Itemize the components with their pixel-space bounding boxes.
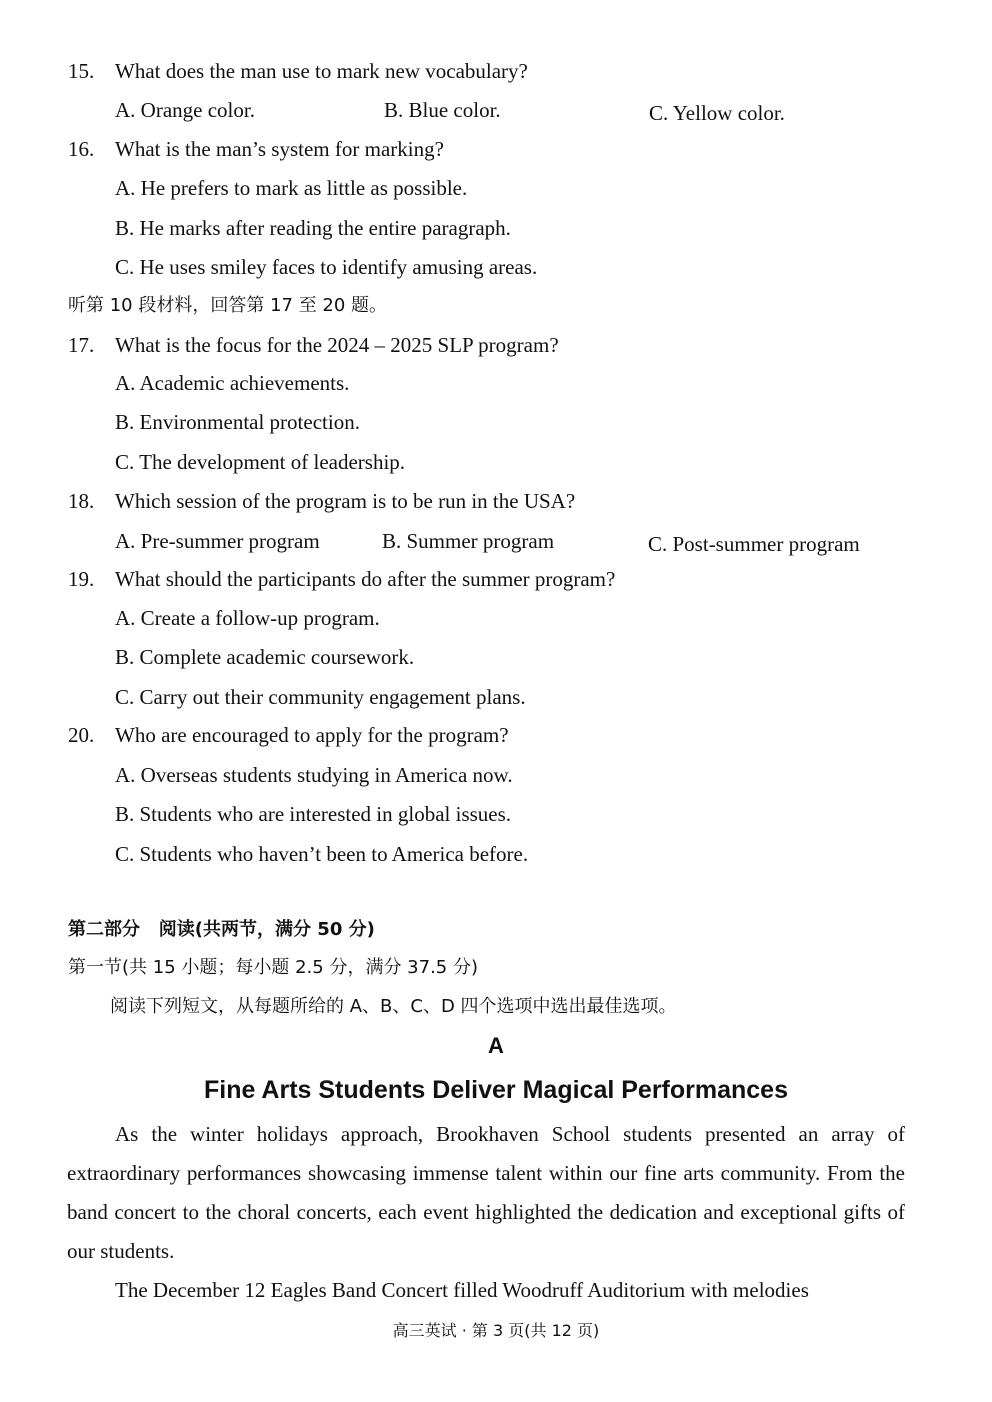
question-number: 17.	[68, 333, 95, 357]
option-a: A. Academic achievements.	[115, 371, 350, 395]
option-c: C. Students who haven’t been to America before.	[115, 842, 529, 866]
paragraph: The December 12 Eagles Band Concert filled Woodruff Auditorium with melodies	[115, 1278, 809, 1302]
option-c: C. He uses smiley faces to identify amusing areas.	[115, 255, 538, 279]
question-number: 16.	[68, 137, 95, 161]
section1-heading: 第一节(共 15 小题；每小题 2.5 分，满分 37.5 分)	[68, 957, 478, 978]
question-text: What is the man’s system for marking?	[115, 137, 444, 161]
question-text: What is the focus for the 2024 – 2025 SLP program?	[115, 333, 559, 357]
option-a: A. Create a follow-up program.	[115, 606, 380, 630]
question-number: 18.	[68, 489, 95, 513]
option-c: C. Yellow color.	[649, 101, 785, 125]
question-text: Which session of the program is to be run in the USA?	[115, 489, 576, 513]
option-c: C. Post-summer program	[648, 532, 860, 556]
question-number: 20.	[68, 723, 95, 747]
part2-heading: 第二部分 阅读(共两节，满分 50 分)	[68, 919, 375, 940]
page-footer: 高三英试 · 第 3 页(共 12 页)	[392, 1321, 600, 1340]
paragraph: As the winter holidays approach, Brookhaven School students presented an array of extraordinary performances showcasing immense talent within our fine arts community. From the band concert to the choral concerts, each event highlighted the dedication and exceptional gifts of our students.	[67, 1122, 905, 1263]
option-a: A. Overseas students studying in America now.	[115, 763, 513, 787]
option-b: B. Environmental protection.	[115, 410, 360, 434]
question-text: What does the man use to mark new vocabulary?	[115, 59, 528, 83]
question-text: Who are encouraged to apply for the program?	[115, 723, 509, 747]
option-b: B. Blue color.	[384, 98, 501, 122]
question-number: 19.	[68, 567, 95, 591]
question-text: What should the participants do after the summer program?	[115, 567, 616, 591]
passage-letter: A	[488, 1033, 504, 1058]
option-c: C. The development of leadership.	[115, 450, 406, 474]
section-note: 听第 10 段材料，回答第 17 至 20 题。	[68, 295, 388, 316]
option-a: A. Orange color.	[115, 98, 255, 122]
passage-body	[67, 1115, 905, 1310]
reading-instruction: 阅读下列短文，从每题所给的 A、B、C、D 四个选项中选出最佳选项。	[110, 996, 677, 1017]
option-b: B. He marks after reading the entire paragraph.	[115, 216, 511, 240]
option-a: A. He prefers to mark as little as possible.	[115, 176, 468, 200]
option-b: B. Summer program	[382, 529, 555, 553]
option-b: B. Students who are interested in global issues.	[115, 802, 512, 826]
option-a: A. Pre-summer program	[115, 529, 320, 553]
option-b: B. Complete academic coursework.	[115, 645, 415, 669]
passage-title: Fine Arts Students Deliver Magical Performances	[204, 1076, 788, 1104]
option-c: C. Carry out their community engagement plans.	[115, 685, 526, 709]
question-number: 15.	[68, 59, 95, 83]
